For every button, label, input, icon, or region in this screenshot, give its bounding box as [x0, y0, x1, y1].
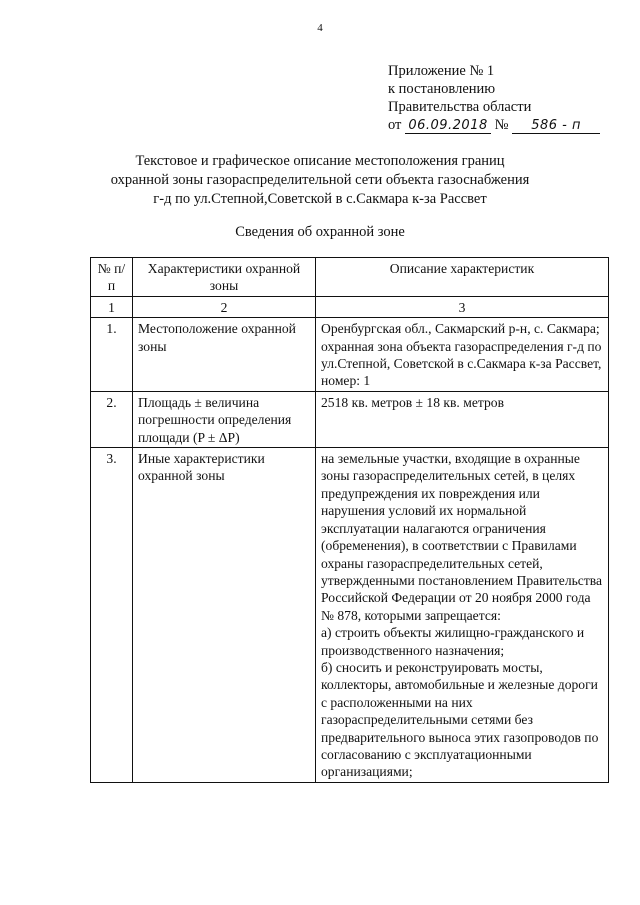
header-cell-description: Описание характеристик	[316, 258, 609, 297]
title-line-3: г-д по ул.Степной,Советской в с.Сакмара к-за Рассвет	[153, 191, 487, 207]
row-number-cell: 2.	[91, 391, 133, 447]
from-label: от	[388, 117, 402, 133]
row-number-cell: 1.	[91, 318, 133, 392]
title-line-1: Текстовое и графическое описание местоположения границ	[135, 153, 505, 169]
header-cell-characteristic: Характеристики охранной зоны	[133, 258, 316, 297]
table-row	[91, 318, 609, 392]
appendix-block	[388, 62, 600, 134]
section-subtitle: Сведения об охранной зоне	[235, 224, 405, 240]
column-number-cell: 2	[133, 296, 316, 317]
title-line-2: охранной зоны газораспределительной сети объекта газоснабжения	[110, 172, 530, 188]
description-cell: Оренбургская обл., Сакмарский р-н, с. Сакмара; охранная зона объекта газораспределения г-д по ул.Степной, Советской в с.Сакмара к-за Рассвет, номер: 1	[316, 318, 609, 392]
row-number-cell: 3.	[91, 448, 133, 783]
number-label: №	[494, 117, 509, 133]
characteristic-cell: Площадь ± величина погрешности определения площади (P ± ΔP)	[133, 391, 316, 447]
page-number: 4	[317, 22, 323, 34]
appendix-line-1: Приложение № 1	[388, 63, 495, 79]
protection-zone-table	[90, 257, 609, 783]
appendix-line-2: к постановлению	[388, 81, 496, 97]
appendix-line-3: Правительства области	[388, 99, 532, 115]
characteristic-cell: Иные характеристики охранной зоны	[133, 448, 316, 783]
column-number-row	[91, 296, 609, 317]
description-cell: 2518 кв. метров ± 18 кв. метров	[316, 391, 609, 447]
column-number-cell: 1	[91, 296, 133, 317]
appendix-date-number-line	[388, 116, 600, 134]
header-cell-number: № п/п	[91, 258, 133, 297]
column-number-cell: 3	[316, 296, 609, 317]
table-header-row	[91, 258, 609, 297]
document-title	[60, 152, 580, 209]
table-row	[91, 391, 609, 447]
table-row	[91, 448, 609, 783]
handwritten-date: 06.09.2018	[405, 118, 491, 134]
characteristic-cell: Местоположение охранной зоны	[133, 318, 316, 392]
handwritten-number: 586 - п	[512, 118, 600, 134]
description-cell: на земельные участки, входящие в охранные зоны газораспределительных сетей, в целях предупреждения их повреждения или нарушения условий их нормальной эксплуатации налагаются ограничения (обременения), в соответствии с Правилами охраны газораспределительных сетей, утвержденными постановлением Правительства Российской Федерации от 20 ноября 2000 года № 878, которыми запрещается: а) строить объекты жилищно-гражданского и производственного назначения; б) сносить и реконструировать мосты, коллекторы, автомобильные и железные дороги с расположенными на них газораспределительными сетями без предварительного выноса этих газопроводов по согласованию с эксплуатационными организациями;	[316, 448, 609, 783]
